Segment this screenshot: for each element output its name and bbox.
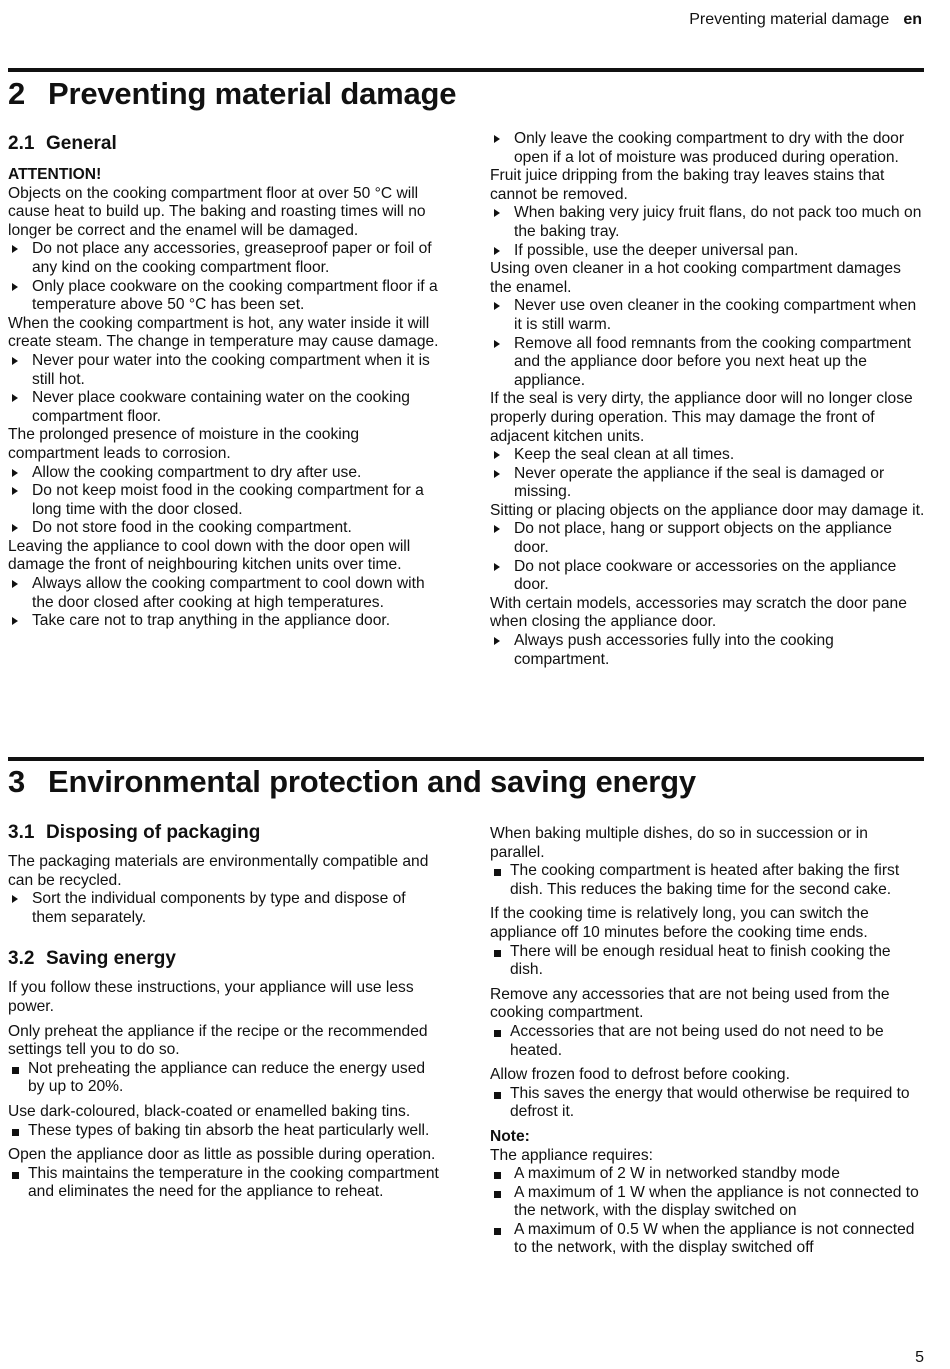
subsection-title: Saving energy bbox=[46, 948, 176, 970]
section-title: Environmental protection and saving energy bbox=[48, 764, 696, 799]
section-2-left-column bbox=[8, 132, 446, 631]
paragraph: Sitting or placing objects on the appliance door may damage it. bbox=[490, 501, 925, 519]
subsection-2-1-heading bbox=[8, 132, 446, 156]
bullet-list bbox=[490, 1165, 926, 1258]
bullet-list bbox=[8, 1060, 444, 1097]
page-number: 5 bbox=[915, 1349, 924, 1366]
bullet-item: A maximum of 0.5 W when the appliance is not connected to the network, with the display switched off bbox=[490, 1221, 926, 1258]
instruction-step: Never use oven cleaner in the cooking compartment when it is still warm. bbox=[490, 297, 926, 334]
paragraph: When the cooking compartment is hot, any water inside it will create steam. The change in temperature may cause damage. bbox=[8, 314, 439, 351]
paragraph: Allow frozen food to defrost before cooking. bbox=[490, 1066, 790, 1084]
subsection-title: General bbox=[46, 133, 117, 154]
packaging-content bbox=[8, 853, 444, 927]
instruction-list bbox=[490, 632, 926, 669]
instruction-list bbox=[8, 575, 446, 631]
instruction-step: Allow the cooking compartment to dry after use. bbox=[8, 464, 446, 483]
instruction-step: Do not place cookware or accessories on the appliance door. bbox=[490, 558, 926, 595]
instruction-step: Do not keep moist food in the cooking compartment for a long time with the door closed. bbox=[8, 482, 446, 519]
instruction-step: Do not place any accessories, greaseproof paper or foil of any kind on the cooking compartment floor. bbox=[8, 240, 446, 277]
general-content bbox=[8, 166, 446, 631]
paragraph: The appliance requires: bbox=[490, 1146, 653, 1164]
paragraph: The packaging materials are environmentally compatible and can be recycled. bbox=[8, 853, 429, 889]
paragraph: Remove any accessories that are not being used from the cooking compartment. bbox=[490, 985, 890, 1022]
section-2-right-column bbox=[490, 130, 926, 669]
section-rule bbox=[8, 757, 924, 761]
paragraph: If the cooking time is relatively long, you can switch the appliance off 10 minutes before the cooking time ends. bbox=[490, 905, 869, 941]
section-title: Preventing material damage bbox=[48, 76, 457, 111]
language-code: en bbox=[903, 11, 922, 28]
subsection-title: Disposing of packaging bbox=[46, 822, 261, 843]
bullet-list bbox=[490, 943, 926, 980]
bullet-item: A maximum of 2 W in networked standby mode bbox=[490, 1165, 926, 1184]
instruction-step: Only leave the cooking compartment to dry with the door open if a lot of moisture was produced during operation. bbox=[490, 130, 926, 167]
section-3-heading bbox=[8, 764, 696, 800]
running-header bbox=[689, 10, 922, 30]
instruction-step: When baking very juicy fruit flans, do not pack too much on the baking tray. bbox=[490, 204, 926, 241]
instruction-list bbox=[490, 130, 926, 167]
paragraph: The prolonged presence of moisture in the cooking compartment leads to corrosion. bbox=[8, 426, 360, 462]
paragraph: Use dark-coloured, black-coated or enamelled baking tins. bbox=[8, 1102, 411, 1120]
instruction-step: If possible, use the deeper universal pan. bbox=[490, 242, 926, 261]
section-2-heading bbox=[8, 76, 456, 112]
bullet-item: These types of baking tin absorb the heat particularly well. bbox=[8, 1122, 444, 1141]
subsection-number: 2.1 bbox=[8, 133, 35, 154]
paragraph: Objects on the cooking compartment floor at over 50 °C will cause heat to build up. The baking and roasting times will no longer be correct and the enamel will be damaged. bbox=[8, 184, 426, 239]
bullet-list bbox=[490, 1023, 926, 1060]
instruction-list bbox=[8, 890, 444, 927]
saving-energy-content-continued bbox=[490, 825, 926, 1258]
instruction-list bbox=[8, 240, 446, 314]
bullet-list bbox=[490, 862, 926, 899]
paragraph: When baking multiple dishes, do so in succession or in parallel. bbox=[490, 825, 868, 861]
instruction-step: Sort the individual components by type and dispose of them separately. bbox=[8, 890, 444, 927]
bullet-item: A maximum of 1 W when the appliance is not connected to the network, with the display switched on bbox=[490, 1184, 926, 1221]
instruction-list bbox=[490, 297, 926, 390]
instruction-step: Do not store food in the cooking compartment. bbox=[8, 519, 446, 538]
bullet-list bbox=[8, 1165, 444, 1202]
paragraph: If you follow these instructions, your appliance will use less power. bbox=[8, 979, 414, 1015]
instruction-step: Take care not to trap anything in the appliance door. bbox=[8, 612, 446, 631]
bullet-list bbox=[490, 1085, 926, 1122]
running-header-title: Preventing material damage bbox=[689, 11, 890, 28]
instruction-list bbox=[490, 446, 926, 502]
subsection-3-1-heading bbox=[8, 821, 444, 845]
bullet-item: The cooking compartment is heated after baking the first dish. This reduces the baking time for the second cake. bbox=[490, 862, 926, 899]
bullet-item: Accessories that are not being used do not need to be heated. bbox=[490, 1023, 926, 1060]
instruction-list bbox=[490, 204, 926, 260]
instruction-step: Do not place, hang or support objects on the appliance door. bbox=[490, 520, 926, 557]
subsection-number: 3.1 bbox=[8, 822, 35, 843]
section-3-left-column bbox=[8, 821, 444, 1202]
instruction-list bbox=[490, 520, 926, 594]
paragraph: Fruit juice dripping from the baking tray leaves stains that cannot be removed. bbox=[490, 167, 885, 203]
subsection-number: 3.2 bbox=[8, 948, 35, 970]
subsection-3-2-heading bbox=[8, 947, 444, 971]
instruction-step: Never operate the appliance if the seal is damaged or missing. bbox=[490, 465, 926, 502]
callout-label: ATTENTION! bbox=[8, 166, 102, 183]
paragraph: Open the appliance door as little as possible during operation. bbox=[8, 1146, 436, 1164]
instruction-step: Never pour water into the cooking compartment when it is still hot. bbox=[8, 352, 446, 389]
general-content-continued bbox=[490, 130, 926, 669]
instruction-step: Only place cookware on the cooking compartment floor if a temperature above 50 °C has been set. bbox=[8, 278, 446, 315]
instruction-step: Keep the seal clean at all times. bbox=[490, 446, 926, 465]
paragraph: Using oven cleaner in a hot cooking compartment damages the enamel. bbox=[490, 260, 901, 296]
bullet-item: Not preheating the appliance can reduce the energy used by up to 20%. bbox=[8, 1060, 444, 1097]
instruction-step: Never place cookware containing water on the cooking compartment floor. bbox=[8, 389, 446, 426]
instruction-list bbox=[8, 352, 446, 426]
paragraph: With certain models, accessories may scratch the door pane when closing the appliance door. bbox=[490, 594, 907, 631]
bullet-item: This saves the energy that would otherwise be required to defrost it. bbox=[490, 1085, 926, 1122]
bullet-item: There will be enough residual heat to finish cooking the dish. bbox=[490, 943, 926, 980]
saving-energy-content bbox=[8, 979, 444, 1202]
bullet-list bbox=[8, 1122, 444, 1141]
bullet-item: This maintains the temperature in the cooking compartment and eliminates the need for the appliance to reheat. bbox=[8, 1165, 444, 1202]
paragraph: If the seal is very dirty, the appliance door will no longer close properly during operation. This may damage the front of adjacent kitchen units. bbox=[490, 390, 913, 445]
instruction-step: Always allow the cooking compartment to cool down with the door closed after cooking at high temperatures. bbox=[8, 575, 446, 612]
paragraph: Only preheat the appliance if the recipe or the recommended settings tell you to do so. bbox=[8, 1022, 428, 1059]
instruction-list bbox=[8, 464, 446, 538]
section-rule bbox=[8, 68, 924, 72]
section-number: 3 bbox=[8, 764, 26, 799]
instruction-step: Always push accessories fully into the cooking compartment. bbox=[490, 632, 926, 669]
callout-label: Note: bbox=[490, 1127, 530, 1145]
section-number: 2 bbox=[8, 76, 26, 111]
paragraph: Leaving the appliance to cool down with the door open will damage the front of neighbouring kitchen units over time. bbox=[8, 537, 411, 574]
instruction-step: Remove all food remnants from the cooking compartment and the appliance door before you next heat up the appliance. bbox=[490, 335, 926, 391]
section-3-right-column bbox=[490, 825, 926, 1258]
